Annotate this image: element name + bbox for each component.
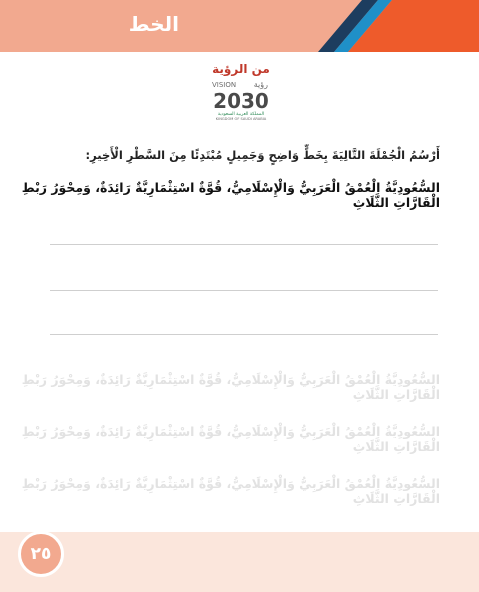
logo-subtitle: المملكة العربية السعودية xyxy=(217,112,265,117)
vision-label: من الرؤية xyxy=(212,62,270,76)
writing-line[interactable] xyxy=(50,290,438,291)
logo-text-arabic: رؤية xyxy=(253,80,268,89)
logo-subtitle-en: KINGDOM OF SAUDI ARABIA xyxy=(215,117,267,121)
writing-line[interactable] xyxy=(50,244,438,245)
page-title: الخط xyxy=(128,12,179,36)
writing-line[interactable] xyxy=(50,334,438,335)
trace-sentence: السُّعُودِيَّةُ الْعُمْقُ الْعَرَبِيُّ وَالْإِسْلَامِيُّ، قُوَّةٌ اسْتِثْمَارِيَّةٌ رَائِدَةٌ، وَمِحْوَرُ رَبْطِ الْقَارَّاتِ الثَّلَاثِ xyxy=(21,476,440,506)
trace-sentence: السُّعُودِيَّةُ الْعُمْقُ الْعَرَبِيُّ وَالْإِسْلَامِيُّ، قُوَّةٌ اسْتِثْمَارِيَّةٌ رَائِدَةٌ، وَمِحْوَرُ رَبْطِ الْقَارَّاتِ الثَّلَاثِ xyxy=(21,372,440,402)
vision-2030-logo xyxy=(206,78,276,122)
page-number: ٢٥ xyxy=(18,531,64,577)
logo-text-top: VISION xyxy=(212,81,237,89)
trace-sentence: السُّعُودِيَّةُ الْعُمْقُ الْعَرَبِيُّ وَالْإِسْلَامِيُّ، قُوَّةٌ اسْتِثْمَارِيَّةٌ رَائِدَةٌ، وَمِحْوَرُ رَبْطِ الْقَارَّاتِ الثَّلَاثِ xyxy=(21,424,440,454)
exercise-instruction: أَرْسُمُ الْجُمْلَةَ التَّالِيَةَ بِخَطٍّ وَاضِحٍ وَجَمِيلٍ مُبْتَدِئًا مِنَ السَّطْرِ الْأَخِيرِ: xyxy=(85,148,440,162)
logo-year: 2030 xyxy=(213,89,269,113)
footer-band xyxy=(0,532,479,592)
vision-block xyxy=(200,62,282,130)
model-sentence: السُّعُودِيَّةُ الْعُمْقُ الْعَرَبِيُّ وَالْإِسْلَامِيُّ، قُوَّةٌ اسْتِثْمَارِيَّةٌ رَائِدَةٌ، وَمِحْوَرُ رَبْطِ الْقَارَّاتِ الثَّلَاثِ xyxy=(21,180,440,210)
